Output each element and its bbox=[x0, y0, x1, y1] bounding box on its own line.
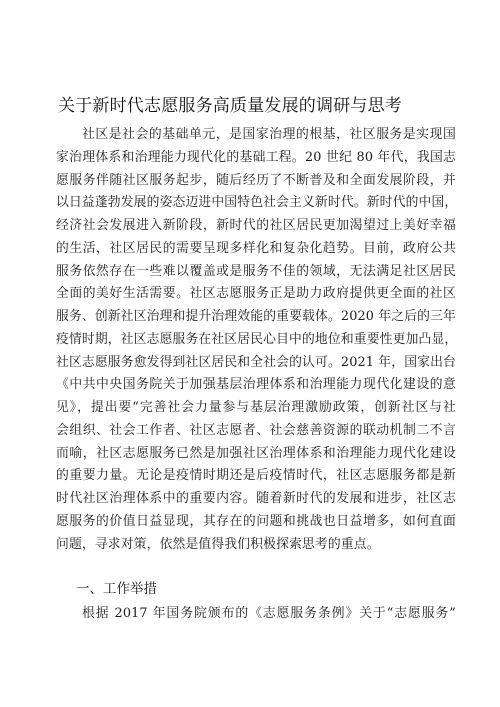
paragraph-line: 愿服务的价值日益显现，其存在的问题和挑战也日益增多，如何直面 bbox=[56, 513, 456, 529]
paragraph-line: 的重要力量。无论是疫情时期还是后疫情时代，社区志愿服务都是新 bbox=[56, 468, 456, 484]
section-heading: 一、工作举措 bbox=[76, 581, 157, 597]
paragraph-line: 问题，寻求对策，依然是值得我们积极探索思考的重点。 bbox=[56, 536, 380, 552]
paragraph-line: 见》，提出要“完善社会力量参与基层治理激励政策，创新社区与社 bbox=[56, 400, 456, 415]
paragraph-line: 服务、创新社区治理和提升治理效能的重要载体。2020 年之后的三年 bbox=[56, 309, 456, 324]
paragraph-line: 愿服务伴随社区服务起步，随后经历了不断普及和全面发展阶段，并 bbox=[56, 172, 456, 188]
paragraph-line: 的生活，社区居民的需要呈现多样化和复杂化趋势。目前，政府公共 bbox=[56, 240, 456, 256]
paragraph-line: 社区志愿服务愈发得到社区居民和全社会的认可。2021 年，国家出台 bbox=[56, 354, 456, 370]
paragraph-line: 以日益蓬勃发展的姿态迈进中国特色社会主义新时代。新时代的中国， bbox=[56, 195, 458, 211]
paragraph-line: 根据 2017 年国务院颁布的《志愿服务条例》关于“志愿服务” bbox=[82, 606, 456, 621]
paragraph-line: 《中共中央国务院关于加强基层治理体系和治理能力现代化建设的意 bbox=[56, 377, 456, 393]
paragraph-line: 会组织、社会工作者、社区志愿者、社会慈善资源的联动机制二不言 bbox=[56, 422, 456, 438]
paragraph-line: 家治理体系和治理能力现代化的基础工程。20 世纪 80 年代，我国志 bbox=[56, 149, 456, 165]
paragraph-line: 经济社会发展进入新阶段，新时代的社区居民更加渴望过上美好幸福 bbox=[56, 218, 456, 233]
paragraph-line: 疫情时期，社区志愿服务在社区居民心目中的地位和重要性更加凸显， bbox=[56, 331, 458, 347]
document-title: 关于新时代志愿服务高质量发展的调研与思考 bbox=[58, 96, 402, 116]
paragraph-line: 社区是社会的基础单元，是国家治理的根基，社区服务是实现国 bbox=[82, 127, 456, 142]
section-paragraph bbox=[56, 603, 456, 626]
paragraph-line: 而喻，社区志愿服务已然是加强社区治理体系和治理能力现代化建设 bbox=[56, 445, 456, 461]
paragraph-line: 全面的美好生活需要。社区志愿服务正是助力政府提供更全面的社区 bbox=[56, 286, 456, 302]
intro-paragraph bbox=[56, 124, 456, 556]
paragraph-line: 服务依然存在一些难以覆盖或是服务不佳的领域，无法满足社区居民 bbox=[56, 263, 456, 279]
paragraph-line: 时代社区治理体系中的重要内容。随着新时代的发展和进步，社区志 bbox=[56, 491, 456, 506]
